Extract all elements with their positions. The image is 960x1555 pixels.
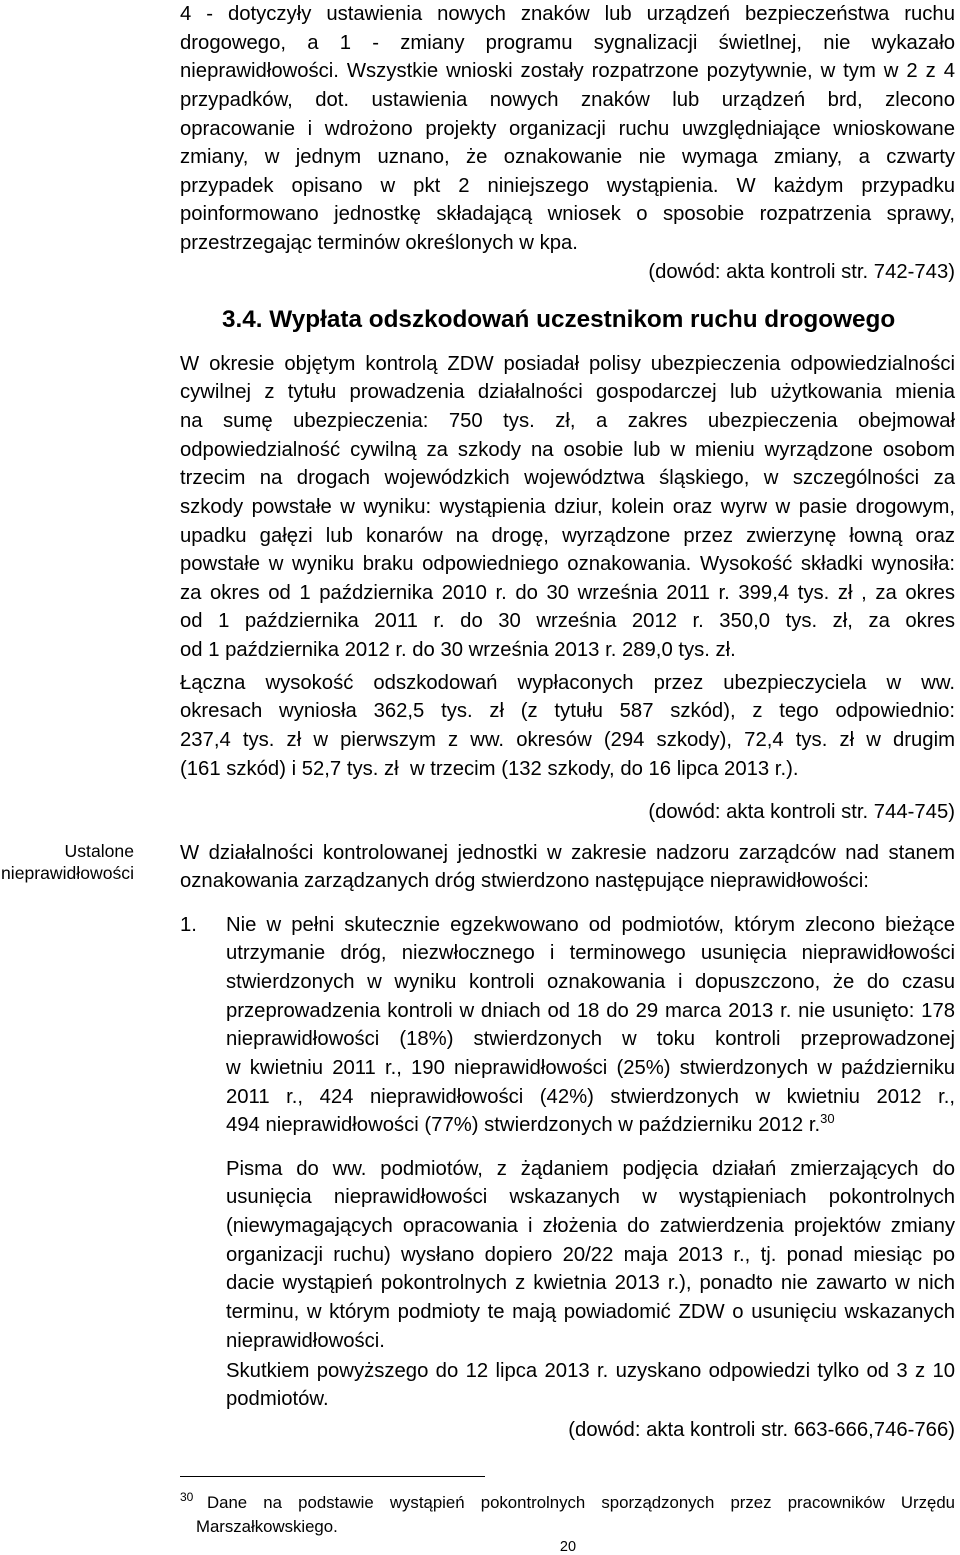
text-line-content: 494 nieprawidłowości (77%) stwierdzonych w październiku 2012 r. xyxy=(226,1114,821,1137)
text-line: trzecim na drogach wojewódzkich województwa śląskiego, w szczególności za xyxy=(180,467,955,490)
text-line: (161 szkód) i 52,7 tys. zł w trzecim (132 szkody, do 16 lipca 2013 r.). xyxy=(180,757,799,780)
text-line: podmiotów. xyxy=(226,1388,329,1411)
footnote-number: 30 xyxy=(180,1490,194,1504)
text-line: 4 - dotyczyły ustawienia nowych znaków lub urządzeń bezpieczeństwa ruchu xyxy=(180,3,955,25)
text-line: oznakowania zarządzanych dróg stwierdzono następujące nieprawidłowości: xyxy=(180,870,869,893)
text-line: terminu, w którym podmioty te mają powiadomić ZDW o usunięciu wskazanych xyxy=(226,1300,955,1323)
paragraph xyxy=(180,669,955,784)
text-line: poinformowano jednostkę składającą wniosek o sposobie rozpatrzenia sprawy, xyxy=(180,203,955,226)
text-line: okresach wyniosła 362,5 tys. zł (z tytułu 587 szkód), z tego odpowiednio: xyxy=(180,700,955,723)
text-line: drogowego, a 1 - zmiany programu sygnalizacji świetlnej, nie wykazało xyxy=(180,31,955,54)
evidence-reference: (dowód: akta kontroli str. 744-745) xyxy=(648,800,955,823)
text-line: powstałe w wyniku braku odpowiedniego oznakowania. Wysokość składki wynosiła: xyxy=(180,553,955,576)
text-line: zmiany, w jednym uznano, że oznakowanie nie wymaga zmiany, a czwarty xyxy=(180,146,955,169)
text-line: upadku gałęzi lub konarów na drogę, wyrządzone przez zwierzynę łowną oraz xyxy=(180,524,955,547)
paragraph xyxy=(180,0,955,258)
text-line: opracowanie i wdrożono projekty organizacji ruchu uwzględniające wnioskowane xyxy=(180,117,955,140)
paragraph xyxy=(180,350,955,665)
margin-note-line: nieprawidłowości xyxy=(1,863,134,883)
footnote-line: Dane na podstawie wystąpień pokontrolnych sporządzonych przez pracowników Urzędu xyxy=(207,1493,955,1512)
text-line: 237,4 tys. zł w pierwszym z ww. okresów (294 szkody), 72,4 tys. zł w drugim xyxy=(180,728,955,751)
text-line: nieprawidłowości. Wszystkie wnioski zostały rozpatrzone pozytywnie, w tym w 2 z 4 xyxy=(180,60,955,83)
list-item-number: 1. xyxy=(180,913,197,936)
text-line: Skutkiem powyższego do 12 lipca 2013 r. uzyskano odpowiedzi tylko od 3 z 10 xyxy=(226,1359,955,1382)
section-heading: 3.4. Wypłata odszkodowań uczestnikom ruchu drogowego xyxy=(222,306,896,333)
text-line: Łączna wysokość odszkodowań wypłaconych przez ubezpieczyciela w ww. xyxy=(180,671,955,694)
text-line: nieprawidłowości. xyxy=(226,1329,385,1352)
text-line: organizacji ruchu) wysłano dopiero 20/22 maja 2013 r., tj. ponad miesiąc po xyxy=(226,1243,955,1266)
text-line: W działalności kontrolowanej jednostki w zakresie nadzoru zarządców nad stanem xyxy=(180,841,955,864)
text-line: od 1 października 2012 r. do 30 września 2013 r. 289,0 tys. zł. xyxy=(180,639,736,662)
text-line: stwierdzonych w wyniku kontroli oznakowania i dopuszczono, że do czasu xyxy=(226,970,955,993)
text-line: od 1 października 2011 r. do 30 września 2012 r. 350,0 tys. zł, za okres xyxy=(180,610,955,633)
evidence-reference: (dowód: akta kontroli str. 742-743) xyxy=(648,260,955,283)
text-line: Pisma do ww. podmiotów, z żądaniem podjęcia działań zmierzających do xyxy=(226,1157,955,1180)
text-line: (niewymagających opracowania i złożenia do zatwierdzenia projektów zmiany xyxy=(226,1214,955,1237)
footnote-reference: 30 xyxy=(820,1111,835,1127)
text-line: 2011 r., 424 nieprawidłowości (42%) stwierdzonych w kwietniu 2012 r., xyxy=(226,1085,955,1108)
text-line: przestrzegając terminów określonych w kpa. xyxy=(180,232,578,255)
text-line xyxy=(226,1111,955,1140)
text-line: na sumę ubezpieczenia: 750 tys. zł, a zakres ubezpieczenia obejmował xyxy=(180,409,955,432)
list-item-paragraph xyxy=(226,1155,955,1355)
footnote-separator xyxy=(180,1476,485,1477)
text-line: za okres od 1 października 2010 r. do 30 września 2011 r. 399,4 tys. zł , za okres xyxy=(180,581,955,604)
text-line: nieprawidłowości (18%) stwierdzonych w toku kontroli przeprowadzonej xyxy=(226,1028,955,1051)
list-item-paragraph xyxy=(226,911,955,1140)
footnote-line: Marszałkowskiego. xyxy=(196,1517,338,1536)
text-line: w kwietniu 2011 r., 190 nieprawidłowości (25%) stwierdzonych w październiku xyxy=(226,1056,955,1079)
page-number: 20 xyxy=(559,1539,577,1555)
evidence-reference: (dowód: akta kontroli str. 663-666,746-766) xyxy=(568,1418,955,1441)
text-line: przypadek opisano w pkt 2 niniejszego wystąpienia. W każdym przypadku xyxy=(180,174,955,197)
text-line: usunięcia nieprawidłowości wskazanych w wystąpieniach pokontrolnych xyxy=(226,1186,955,1209)
text-line: W okresie objętym kontrolą ZDW posiadał polisy ubezpieczenia odpowiedzialności xyxy=(180,352,955,375)
text-line: utrzymanie dróg, niezwłocznego i terminowego usunięcia nieprawidłowości xyxy=(226,942,955,965)
list-item-paragraph xyxy=(226,1357,955,1414)
text-line: przeprowadzenia kontroli w dniach od 18 do 29 marca 2013 r. nie usunięto: 178 xyxy=(226,999,955,1022)
paragraph xyxy=(180,839,955,896)
text-line: przypadków, dot. ustawienia nowych znaków lub urządzeń brd, zlecono xyxy=(180,88,955,111)
text-line: szkody powstałe w wyniku: wystąpienia dziur, kolein oraz wyrw w pasie drogowym, xyxy=(180,495,955,518)
margin-note-line: Ustalone xyxy=(64,841,134,861)
text-line: odpowiedzialność cywilną za szkody na osobie lub w mieniu wyrządzone osobom xyxy=(180,438,955,461)
text-line: dacie wystąpień pokontrolnych z kwietnia 2013 r.), ponadto nie zawarto w nich xyxy=(226,1272,955,1295)
text-line: Nie w pełni skutecznie egzekwowano od podmiotów, którym zlecono bieżące xyxy=(226,913,955,936)
text-line: cywilnej z tytułu prowadzenia działalności gospodarczej lub użytkowania mienia xyxy=(180,381,955,404)
margin-note xyxy=(0,840,134,884)
